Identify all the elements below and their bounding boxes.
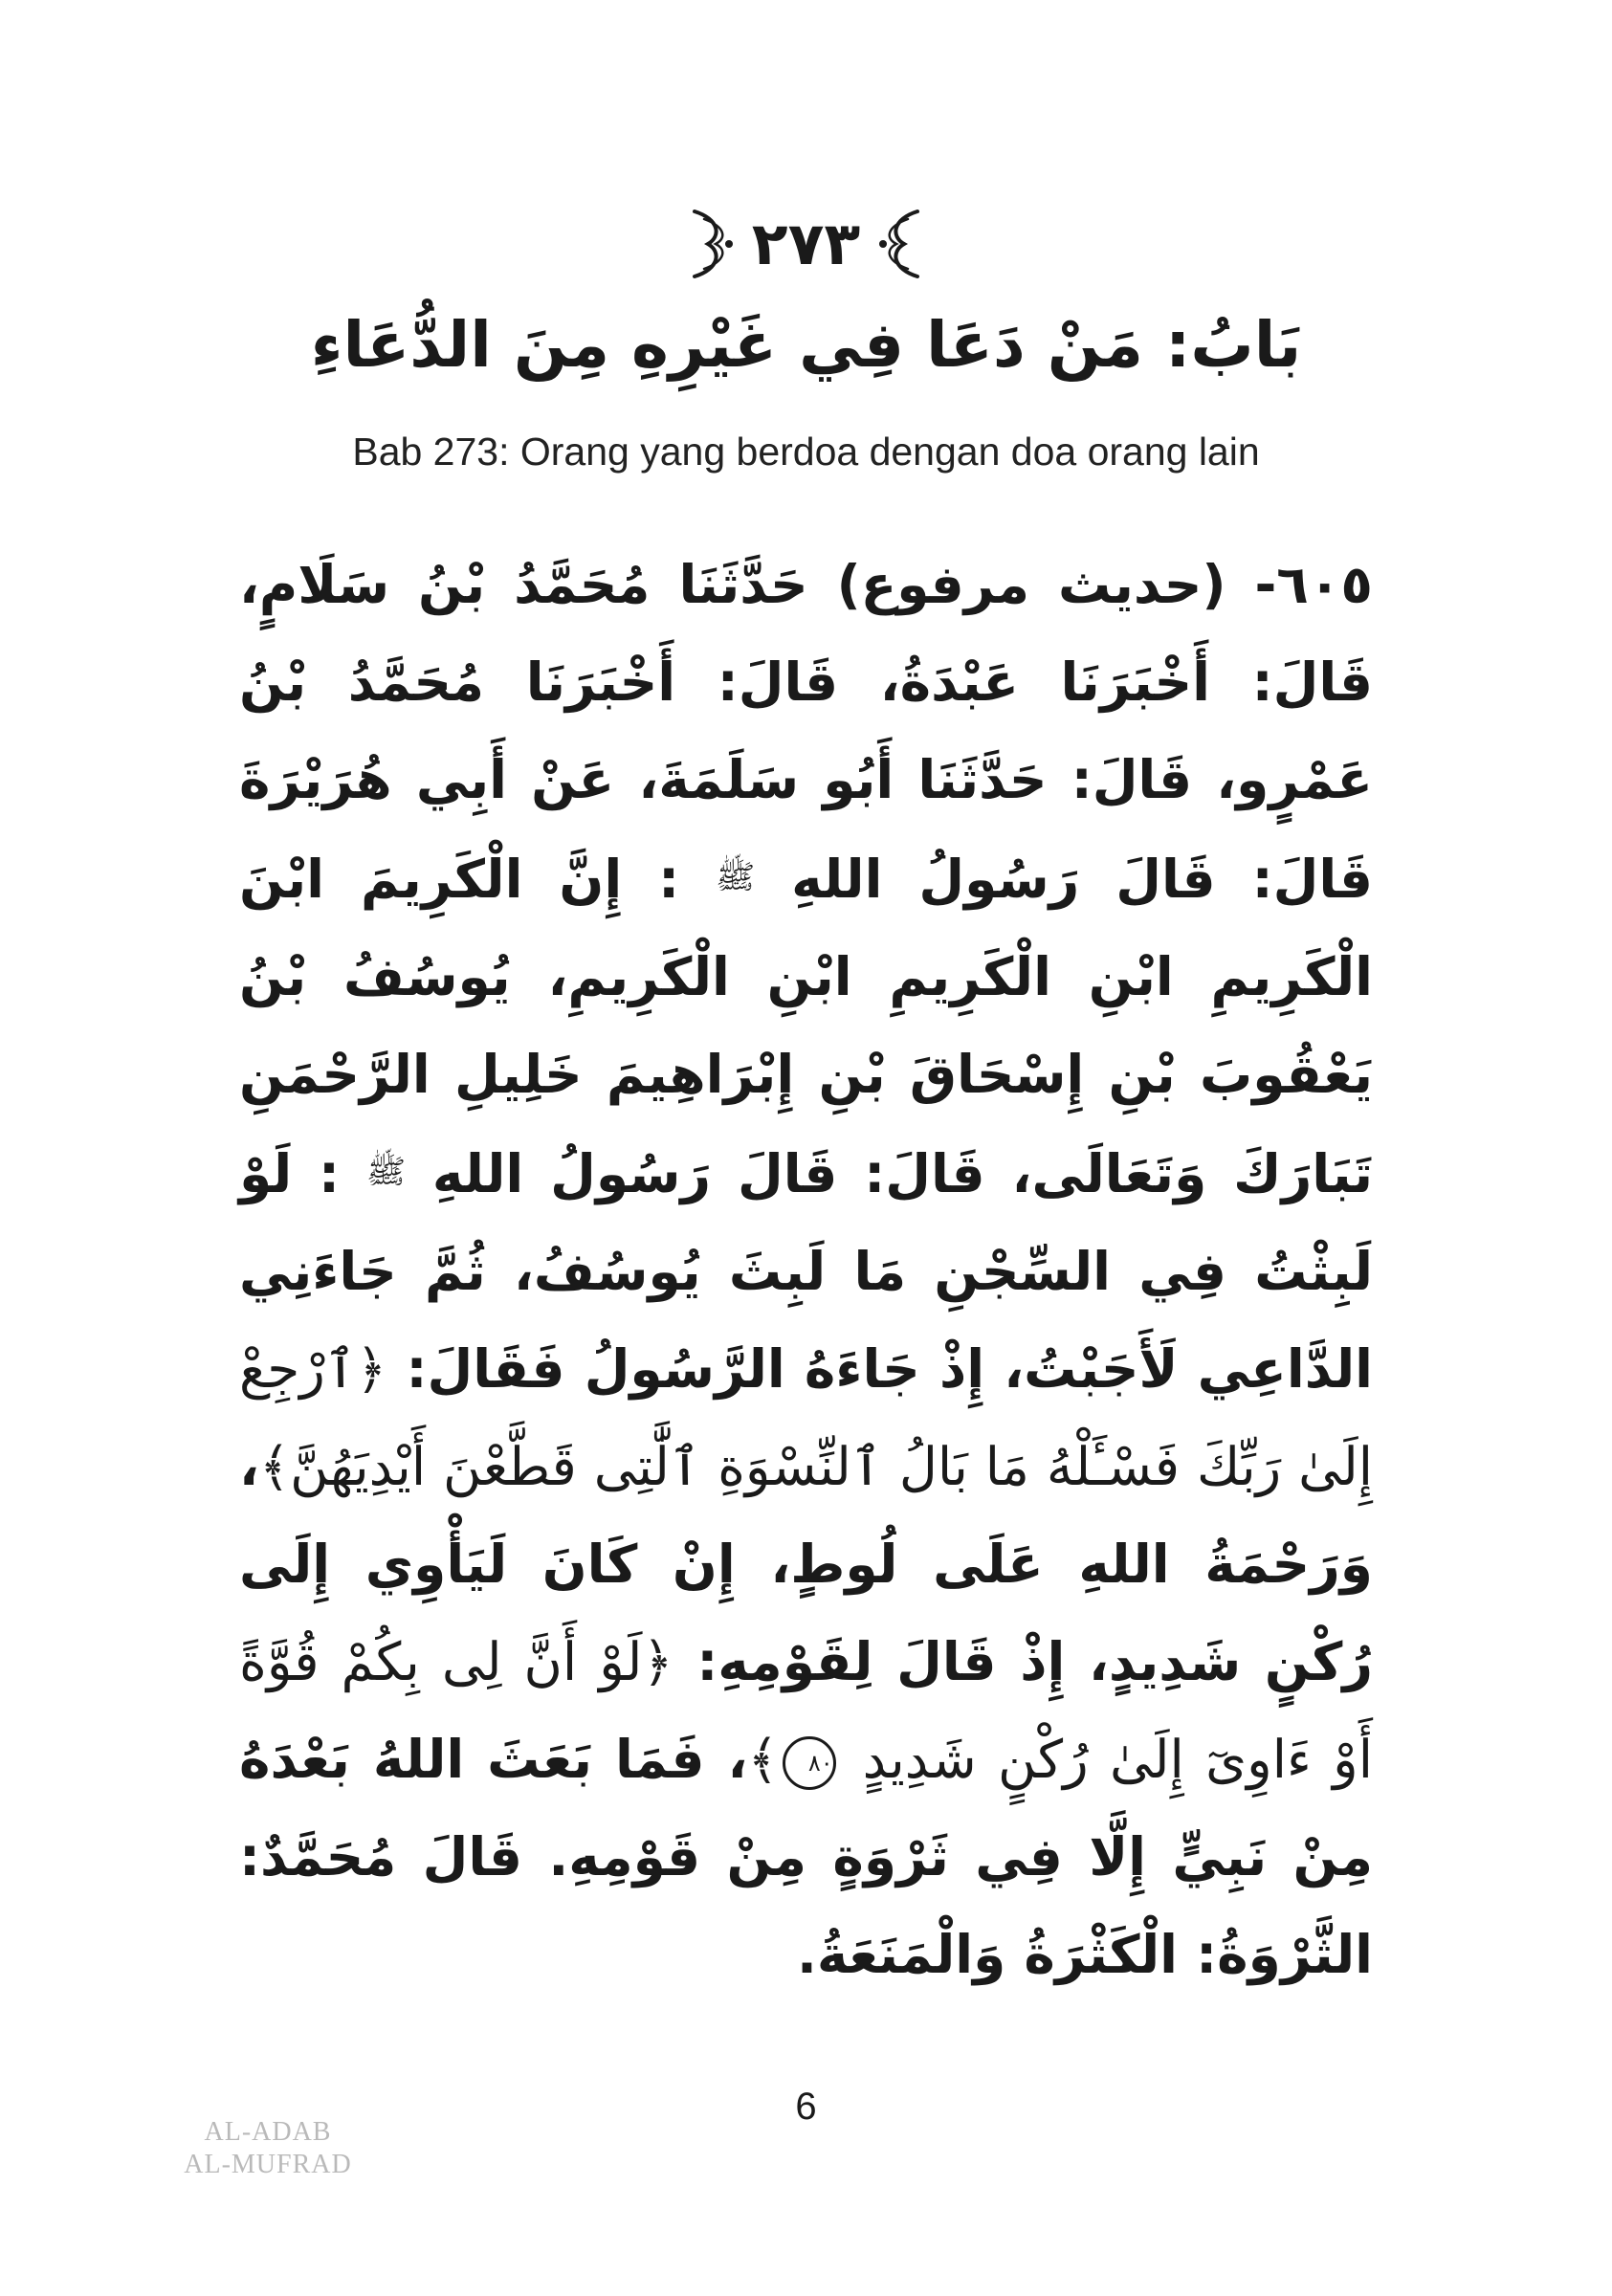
quran-quote: ﴿لَوْ أَنَّ لِى بِكُمْ قُوَّةً أَوْ ءَاوِىٓ إِلَىٰ رُكْنٍ شَدِيدٍ (239, 1631, 1374, 1790)
chapter-number-heading (0, 201, 1612, 287)
book-title-line: AL-ADAB (204, 2117, 332, 2147)
left-ornamental-bracket-icon (873, 206, 931, 282)
salawat-honorific-icon: ﷺ (716, 858, 756, 896)
hadith-matn-part: : لَوْ لَبِثْتُ فِي السِّجْنِ مَا لَبِثَ يُوسُفُ، ثُمَّ جَاءَنِي الدَّاعِي لَأَجَبْتُ، إِذْ جَاءَهُ الرَّسُولُ فَقَالَ: (239, 1143, 1373, 1400)
book-title-watermark (153, 2116, 383, 2181)
book-title-line: AL-MUFRAD (184, 2150, 352, 2179)
hadith-matn-part: ، فَمَا بَعَثَ اللهُ بَعْدَهُ مِنْ نَبِيٍّ إِلَّا فِي ثَرْوَةٍ مِنْ قَوْمِهِ. قَالَ مُحَمَّدٌ: الثَّرْوَةُ: الْكَثْرَةُ وَالْمَنَعَةُ. (239, 1729, 1373, 1985)
chapter-title-arabic: بَابُ: مَنْ دَعَا فِي غَيْرِهِ مِنَ الدُّعَاءِ (310, 308, 1302, 382)
salawat-honorific-icon: ﷺ (365, 1153, 407, 1191)
verse-number-marker: ٨٠ (783, 1736, 836, 1790)
hadith-matn-part: : إِنَّ الْكَرِيمَ ابْنَ الْكَرِيمِ ابْنِ الْكَرِيمِ ابْنِ الْكَرِيمِ، يُوسُفُ بْنُ يَعْقُوبَ بْنِ إِسْحَاقَ بْنِ إِبْرَاهِيمَ خَلِيلِ الرَّحْمَنِ تَبَارَكَ وَتَعَالَى، قَالَ: قَالَ رَسُولُ اللهِ (239, 849, 1373, 1204)
chapter-title-translation: Bab 273: Orang yang berdoa dengan doa orang lain (352, 430, 1260, 474)
hadith-isnad: ٦٠٥- (حديث مرفوع) حَدَّثَنَا مُحَمَّدُ بْنُ سَلَامٍ، قَالَ: أَخْبَرَنَا عَبْدَةُ، قَالَ: أَخْبَرَنَا مُحَمَّدُ بْنُ عَمْرٍو، قَالَ: حَدَّثَنَا أَبُو سَلَمَةَ، عَنْ أَبِي هُرَيْرَةَ قَالَ: قَالَ رَسُولُ اللهِ (239, 554, 1373, 910)
hadith-matn-part: ، وَرَحْمَةُ اللهِ عَلَى لُوطٍ، إِنْ كَانَ لَيَأْوِي إِلَى رُكْنٍ شَدِيدٍ، إِذْ قَالَ لِقَوْمِهِ: (239, 1436, 1373, 1692)
chapter-number: ٢٧٣ (751, 209, 861, 278)
quran-quote-close: ﴾ (747, 1729, 779, 1790)
quran-quote: ﴿ٱرْجِعْ إِلَىٰ رَبِّكَ فَسْـَٔلْهُ مَا بَالُ ٱلنِّسْوَةِ ٱلَّٰتِى قَطَّعْنَ أَيْدِيَهُنَّ﴾ (239, 1338, 1373, 1497)
page-number: 6 (795, 2086, 817, 2128)
right-ornamental-bracket-icon (681, 206, 739, 282)
hadith-text (239, 536, 1373, 2003)
